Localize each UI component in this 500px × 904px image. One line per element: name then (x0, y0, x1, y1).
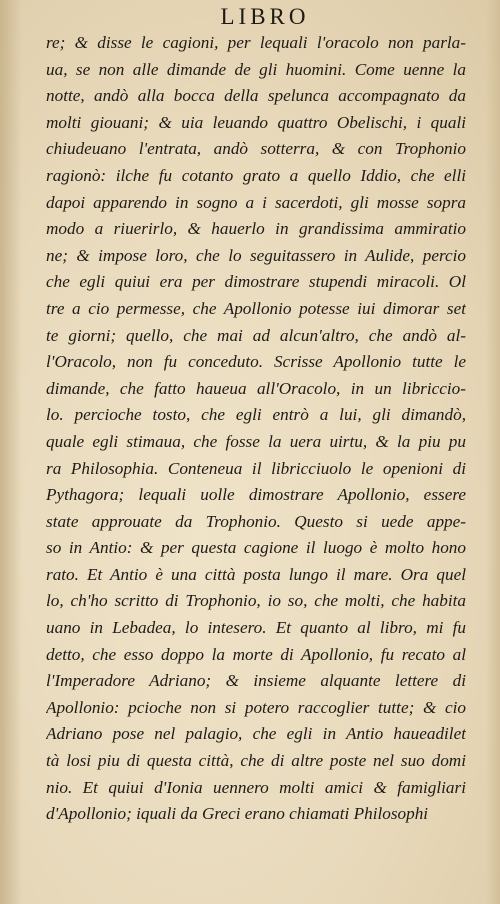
text-line: Adriano pose nel palagio, che egli in Antio haueadilet (46, 724, 466, 744)
text-line: chiudeuano l'entrata, andò sotterra, & con Trophonio (46, 139, 466, 159)
text-line: modo a riuerirlo, & hauerlo in grandissima ammiratio (46, 219, 466, 239)
text-line: lo. percioche tosto, che egli entrò a lui, gli dimandò, (46, 405, 466, 425)
text-line: l'Imperadore Adriano; & insieme alquante lettere di (46, 671, 466, 691)
text-line: state approuate da Trophonio. Questo si uede appe- (46, 511, 466, 531)
text-line: ne; & impose loro, che lo seguitassero in Aulide, percio (46, 245, 466, 265)
text-line: Pythagora; lequali uolle dimostrare Apollonio, essere (46, 485, 466, 505)
text-line: d'Apollonio; iquali da Greci erano chiamati Philosophi (46, 804, 429, 824)
text-line: uano in Lebadea, lo intesero. Et quanto al libro, mi fu (46, 618, 466, 638)
text-line: re; & disse le cagioni, per lequali l'oracolo non parla- (46, 33, 466, 52)
text-line: che egli quiui era per dimostrare stupendi miracoli. Ol (46, 272, 466, 292)
running-head: LIBRO (220, 4, 310, 29)
text-line: tà losi piu di questa città, che di altre poste nel suo domi (46, 751, 466, 771)
text-line: ua, se non alle dimande de gli huomini. Come uenne la (46, 59, 466, 79)
text-line: ra Philosophia. Conteneua il libricciuolo le openioni di (46, 458, 466, 478)
text-line: rato. Et Antio è una città posta lungo il mare. Ora quel (46, 564, 466, 584)
text-line: quale egli stimaua, che fosse la uera uirtu, & la piu pu (46, 431, 466, 451)
text-line: nio. Et quiui d'Ionia uennero molti amici & famigliari (46, 777, 466, 797)
text-line: tre a cio permesse, che Apollonio potesse iui dimorar set (46, 298, 466, 318)
text-line: molti giouani; & uia leuando quattro Obelischi, i quali (46, 112, 466, 132)
text-line: dimande, che fatto haueua all'Oracolo, in un libriccio- (46, 378, 466, 398)
text-line: detto, che esso doppo la morte di Apollonio, fu recato al (46, 644, 466, 664)
text-line: dapoi apparendo in sogno a i sacerdoti, gli mosse sopra (46, 192, 466, 212)
text-line: lo, ch'ho scritto di Trophonio, io so, che molti, che habita (46, 591, 466, 611)
text-line: so in Antio: & per questa cagione il luogo è molto hono (46, 538, 466, 558)
body-text (46, 30, 466, 828)
text-line: te giorni; quello, che mai ad alcun'altro, che andò al- (46, 325, 466, 345)
text-line: notte, andò alla bocca della spelunca accompagnato da (46, 86, 466, 106)
text-line: Apollonio: pcioche non si potero raccoglier tutte; & cio (46, 697, 466, 717)
text-line: ragionò: ilche fu cotanto grato a quello Iddio, che elli (46, 165, 466, 185)
text-line: l'Oracolo, non fu conceduto. Scrisse Apollonio tutte le (46, 352, 466, 372)
